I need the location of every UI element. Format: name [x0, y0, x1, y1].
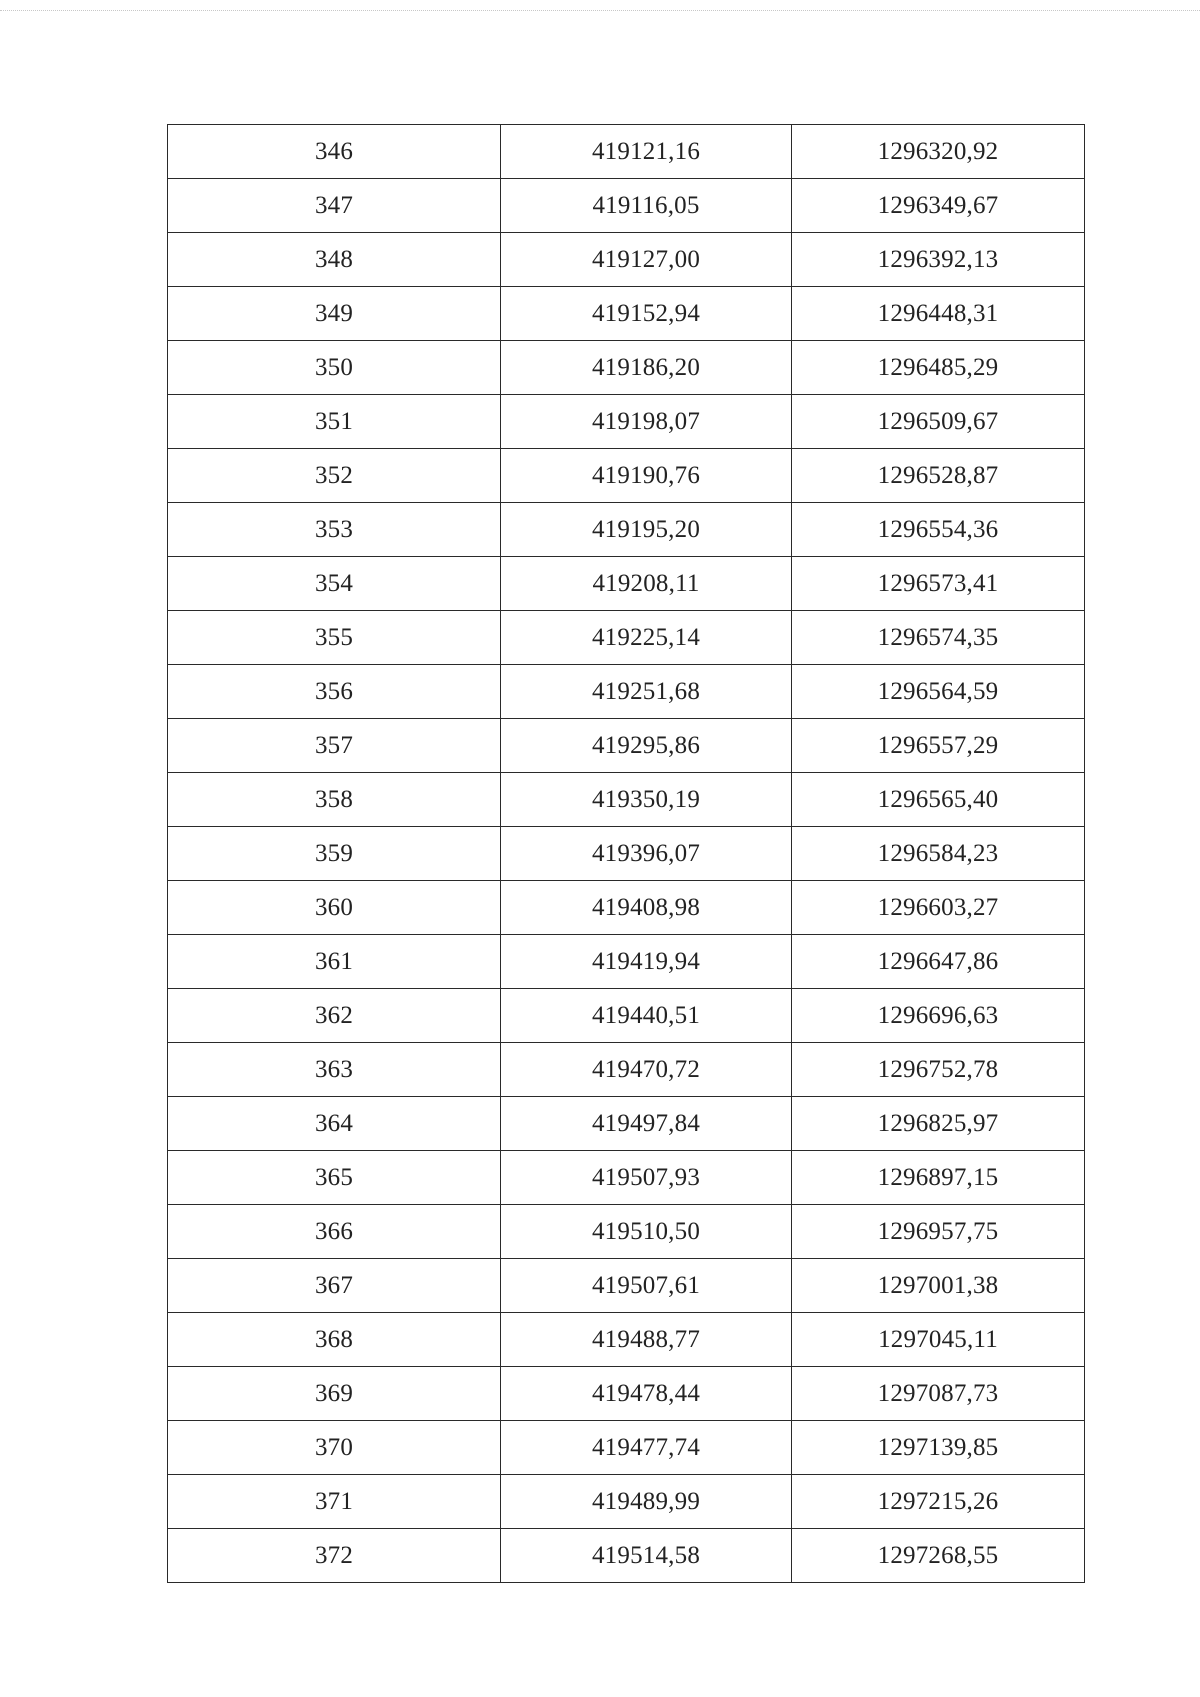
y-coordinate-cell: 1296448,31	[792, 287, 1085, 341]
point-number-cell: 371	[168, 1475, 501, 1529]
y-coordinate-cell: 1297268,55	[792, 1529, 1085, 1583]
point-number-cell: 368	[168, 1313, 501, 1367]
point-number-cell: 347	[168, 179, 501, 233]
y-coordinate-cell: 1296509,67	[792, 395, 1085, 449]
page-top-edge	[0, 10, 1200, 11]
table-row	[168, 773, 1085, 827]
table-row	[168, 125, 1085, 179]
x-coordinate-cell: 419440,51	[501, 989, 792, 1043]
point-number-cell: 367	[168, 1259, 501, 1313]
y-coordinate-cell: 1296554,36	[792, 503, 1085, 557]
point-number-cell: 355	[168, 611, 501, 665]
x-coordinate-cell: 419190,76	[501, 449, 792, 503]
x-coordinate-cell: 419408,98	[501, 881, 792, 935]
table-row	[168, 611, 1085, 665]
x-coordinate-cell: 419198,07	[501, 395, 792, 449]
x-coordinate-cell: 419477,74	[501, 1421, 792, 1475]
table-row	[168, 1043, 1085, 1097]
y-coordinate-cell: 1296584,23	[792, 827, 1085, 881]
table-row	[168, 1205, 1085, 1259]
table-row	[168, 179, 1085, 233]
table-row	[168, 233, 1085, 287]
x-coordinate-cell: 419510,50	[501, 1205, 792, 1259]
y-coordinate-cell: 1296485,29	[792, 341, 1085, 395]
x-coordinate-cell: 419507,61	[501, 1259, 792, 1313]
x-coordinate-cell: 419478,44	[501, 1367, 792, 1421]
point-number-cell: 353	[168, 503, 501, 557]
point-number-cell: 363	[168, 1043, 501, 1097]
table-row	[168, 1475, 1085, 1529]
x-coordinate-cell: 419121,16	[501, 125, 792, 179]
point-number-cell: 365	[168, 1151, 501, 1205]
table-row	[168, 1421, 1085, 1475]
point-number-cell: 358	[168, 773, 501, 827]
y-coordinate-cell: 1297001,38	[792, 1259, 1085, 1313]
table-row	[168, 1151, 1085, 1205]
y-coordinate-cell: 1297087,73	[792, 1367, 1085, 1421]
point-number-cell: 357	[168, 719, 501, 773]
point-number-cell: 354	[168, 557, 501, 611]
table-row	[168, 881, 1085, 935]
y-coordinate-cell: 1296564,59	[792, 665, 1085, 719]
y-coordinate-cell: 1296557,29	[792, 719, 1085, 773]
y-coordinate-cell: 1297139,85	[792, 1421, 1085, 1475]
y-coordinate-cell: 1296752,78	[792, 1043, 1085, 1097]
point-number-cell: 359	[168, 827, 501, 881]
table-row	[168, 935, 1085, 989]
y-coordinate-cell: 1297045,11	[792, 1313, 1085, 1367]
coordinates-table-body	[168, 125, 1085, 1583]
point-number-cell: 366	[168, 1205, 501, 1259]
table-row	[168, 503, 1085, 557]
x-coordinate-cell: 419295,86	[501, 719, 792, 773]
table-row	[168, 341, 1085, 395]
point-number-cell: 370	[168, 1421, 501, 1475]
point-number-cell: 349	[168, 287, 501, 341]
table-row	[168, 287, 1085, 341]
y-coordinate-cell: 1296696,63	[792, 989, 1085, 1043]
point-number-cell: 360	[168, 881, 501, 935]
y-coordinate-cell: 1296897,15	[792, 1151, 1085, 1205]
table-row	[168, 557, 1085, 611]
table-row	[168, 1097, 1085, 1151]
x-coordinate-cell: 419497,84	[501, 1097, 792, 1151]
table-row	[168, 449, 1085, 503]
x-coordinate-cell: 419225,14	[501, 611, 792, 665]
coordinates-table	[167, 124, 1085, 1583]
x-coordinate-cell: 419195,20	[501, 503, 792, 557]
table-row	[168, 1313, 1085, 1367]
x-coordinate-cell: 419514,58	[501, 1529, 792, 1583]
point-number-cell: 351	[168, 395, 501, 449]
y-coordinate-cell: 1296603,27	[792, 881, 1085, 935]
y-coordinate-cell: 1296528,87	[792, 449, 1085, 503]
y-coordinate-cell: 1296392,13	[792, 233, 1085, 287]
table-row	[168, 1529, 1085, 1583]
x-coordinate-cell: 419208,11	[501, 557, 792, 611]
point-number-cell: 362	[168, 989, 501, 1043]
table-row	[168, 827, 1085, 881]
x-coordinate-cell: 419152,94	[501, 287, 792, 341]
point-number-cell: 361	[168, 935, 501, 989]
y-coordinate-cell: 1296825,97	[792, 1097, 1085, 1151]
y-coordinate-cell: 1296349,67	[792, 179, 1085, 233]
y-coordinate-cell: 1296573,41	[792, 557, 1085, 611]
x-coordinate-cell: 419251,68	[501, 665, 792, 719]
x-coordinate-cell: 419396,07	[501, 827, 792, 881]
x-coordinate-cell: 419186,20	[501, 341, 792, 395]
table-row	[168, 665, 1085, 719]
y-coordinate-cell: 1296647,86	[792, 935, 1085, 989]
x-coordinate-cell: 419488,77	[501, 1313, 792, 1367]
x-coordinate-cell: 419127,00	[501, 233, 792, 287]
point-number-cell: 364	[168, 1097, 501, 1151]
y-coordinate-cell: 1296957,75	[792, 1205, 1085, 1259]
y-coordinate-cell: 1297215,26	[792, 1475, 1085, 1529]
x-coordinate-cell: 419350,19	[501, 773, 792, 827]
x-coordinate-cell: 419116,05	[501, 179, 792, 233]
y-coordinate-cell: 1296565,40	[792, 773, 1085, 827]
table-row	[168, 1259, 1085, 1313]
table-row	[168, 989, 1085, 1043]
table-row	[168, 395, 1085, 449]
table-row	[168, 1367, 1085, 1421]
x-coordinate-cell: 419507,93	[501, 1151, 792, 1205]
point-number-cell: 350	[168, 341, 501, 395]
table-row	[168, 719, 1085, 773]
point-number-cell: 352	[168, 449, 501, 503]
point-number-cell: 346	[168, 125, 501, 179]
point-number-cell: 372	[168, 1529, 501, 1583]
point-number-cell: 348	[168, 233, 501, 287]
point-number-cell: 356	[168, 665, 501, 719]
x-coordinate-cell: 419470,72	[501, 1043, 792, 1097]
y-coordinate-cell: 1296320,92	[792, 125, 1085, 179]
y-coordinate-cell: 1296574,35	[792, 611, 1085, 665]
x-coordinate-cell: 419419,94	[501, 935, 792, 989]
point-number-cell: 369	[168, 1367, 501, 1421]
x-coordinate-cell: 419489,99	[501, 1475, 792, 1529]
